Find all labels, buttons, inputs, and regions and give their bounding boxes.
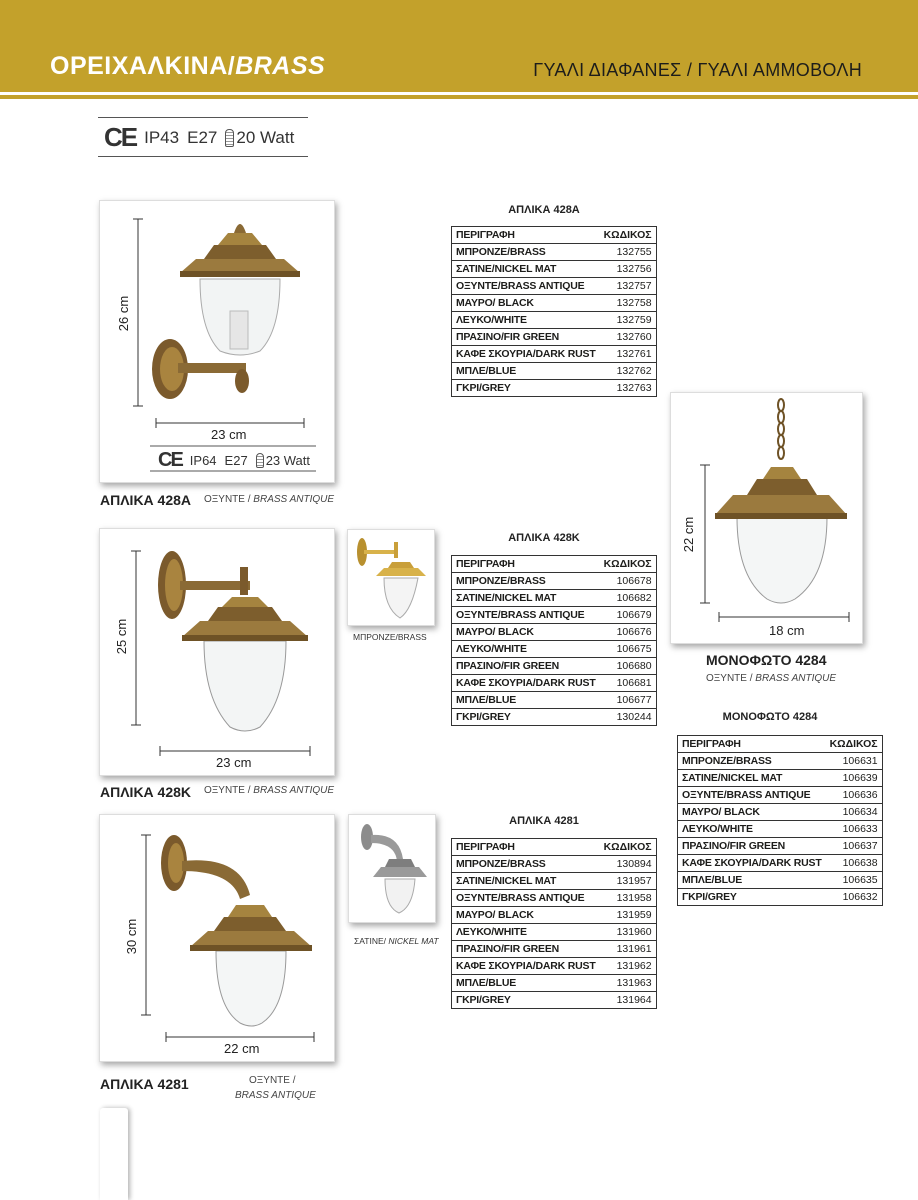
product-code: 106676 [600, 624, 657, 641]
page-title: ΟΡΕΙΧΑΛΚΙΝΑ/BRASS [50, 52, 326, 80]
table-row [452, 607, 657, 624]
table-row [452, 641, 657, 658]
product-code: 106633 [826, 821, 883, 838]
table-row [452, 380, 657, 397]
product-code: 131957 [600, 873, 657, 890]
table-row [452, 958, 657, 975]
table-title-4281: ΑΠΛΙΚΑ 4281 [509, 815, 579, 827]
table-row [452, 907, 657, 924]
product-code: 106681 [600, 675, 657, 692]
product-code: 130894 [600, 856, 657, 873]
table-row [678, 872, 883, 889]
finish-description: ΣΑΤΙΝΕ/NICKEL MAT [452, 873, 600, 890]
header-code: ΚΩΔΙΚΟΣ [600, 839, 657, 856]
ip-rating: IP43 [144, 127, 180, 147]
product-code: 131960 [600, 924, 657, 941]
certification-row-428a [158, 449, 310, 472]
product-photo-428a [99, 200, 335, 483]
product-code: 132756 [600, 261, 657, 278]
table-row [678, 753, 883, 770]
product-code: 106680 [600, 658, 657, 675]
width-dimension: 23 cm [211, 427, 247, 442]
finish-description: ΚΑΦΕ ΣΚΟΥΡΙΑ/DARK RUST [452, 958, 600, 975]
product-code: 131958 [600, 890, 657, 907]
product-photo-428k [99, 528, 335, 776]
product-photo-4281-nickel [348, 814, 436, 923]
cert-divider-top [98, 117, 308, 118]
product-code: 132755 [600, 244, 657, 261]
product-code: 132763 [600, 380, 657, 397]
table-row [452, 975, 657, 992]
finish-description: ΣΑΤΙΝΕ/NICKEL MAT [452, 261, 600, 278]
cert-divider-bottom [98, 156, 308, 157]
table-row [678, 821, 883, 838]
finish-description: ΚΑΦΕ ΣΚΟΥΡΙΑ/DARK RUST [452, 346, 600, 363]
code-table-428k [451, 555, 657, 726]
header-description: ΠΕΡΙΓΡΑΦΗ [452, 227, 600, 244]
finish-description: ΜΠΛΕ/BLUE [678, 872, 826, 889]
table-row [678, 787, 883, 804]
wattage: 20 Watt [236, 127, 295, 147]
height-dimension: 22 cm [681, 516, 697, 553]
alt-finish-caption-4281: ΣΑΤΙΝΕ/ NICKEL MAT [354, 936, 439, 946]
table-row [452, 244, 657, 261]
table-header-row [678, 736, 883, 753]
table-row [452, 363, 657, 380]
width-dimension: 22 cm [224, 1041, 260, 1056]
finish-description: ΠΡΑΣΙΝΟ/FIR GREEN [678, 838, 826, 855]
table-header-row [452, 227, 657, 244]
finish-description: ΓΚΡΙ/GREY [452, 380, 600, 397]
table-row [452, 573, 657, 590]
product-title-4281: ΑΠΛΙΚΑ 4281 [100, 1076, 189, 1092]
product-code: 131961 [600, 941, 657, 958]
ip-rating: IP64 [189, 453, 217, 468]
header-code: ΚΩΔΙΚΟΣ [600, 556, 657, 573]
product-code: 106682 [600, 590, 657, 607]
table-row [452, 658, 657, 675]
width-dimension: 18 cm [769, 623, 805, 638]
finish-description: ΛΕΥΚΟ/WHITE [678, 821, 826, 838]
product-code: 132762 [600, 363, 657, 380]
finish-description: ΠΡΑΣΙΝΟ/FIR GREEN [452, 658, 600, 675]
product-title-428k: ΑΠΛΙΚΑ 428Κ [100, 784, 192, 800]
height-dimension: 26 cm [116, 295, 132, 332]
finish-description: ΜΠΛΕ/BLUE [452, 363, 600, 380]
table-row [452, 709, 657, 726]
product-code: 106635 [826, 872, 883, 889]
table-row [452, 992, 657, 1009]
code-table-4284 [677, 735, 883, 906]
finish-description: ΛΕΥΚΟ/WHITE [452, 312, 600, 329]
table-row [452, 941, 657, 958]
finish-description: ΠΡΑΣΙΝΟ/FIR GREEN [452, 941, 600, 958]
table-row [452, 295, 657, 312]
product-code: 106677 [600, 692, 657, 709]
socket-type: E27 [187, 127, 218, 147]
table-row [452, 346, 657, 363]
product-code: 106632 [826, 889, 883, 906]
page-side-tab [100, 1108, 128, 1200]
product-finish-4284: ΟΞΥΝΤΕ / BRASS ANTIQUE [706, 673, 837, 684]
finish-description: ΜΠΡΟΝΖΕ/BRASS [452, 244, 600, 261]
lamp-428k-illustration [100, 529, 336, 777]
table-row [452, 590, 657, 607]
product-code: 131959 [600, 907, 657, 924]
finish-description: ΜΑΥΡΟ/ BLACK [678, 804, 826, 821]
table-header-row [452, 839, 657, 856]
wattage: 23 Watt [265, 453, 311, 468]
table-row [452, 278, 657, 295]
alt-finish-caption-428k: ΜΠΡΟΝΖΕ/BRASS [353, 632, 427, 642]
product-code: 131963 [600, 975, 657, 992]
product-title-428a: ΑΠΛΙΚΑ 428Α [100, 492, 192, 508]
lamp-4284-illustration [671, 393, 864, 645]
socket-type: E27 [224, 453, 248, 468]
product-code: 106631 [826, 753, 883, 770]
table-row [452, 312, 657, 329]
table-title-428k: ΑΠΛΙΚΑ 428Κ [508, 532, 580, 544]
finish-description: ΓΚΡΙ/GREY [452, 992, 600, 1009]
product-code: 132757 [600, 278, 657, 295]
header-description: ΠΕΡΙΓΡΑΦΗ [452, 839, 600, 856]
finish-description: ΣΑΤΙΝΕ/NICKEL MAT [678, 770, 826, 787]
header-code: ΚΩΔΙΚΟΣ [826, 736, 883, 753]
bulb-icon [225, 129, 234, 147]
header-description: ΠΕΡΙΓΡΑΦΗ [678, 736, 826, 753]
finish-description: ΜΠΛΕ/BLUE [452, 692, 600, 709]
product-photo-4284 [670, 392, 863, 644]
table-row [452, 675, 657, 692]
product-code: 131962 [600, 958, 657, 975]
table-row [452, 329, 657, 346]
table-row [678, 770, 883, 787]
finish-description: ΛΕΥΚΟ/WHITE [452, 641, 600, 658]
finish-description: ΜΠΡΟΝΖΕ/BRASS [452, 573, 600, 590]
product-code: 106636 [826, 787, 883, 804]
product-code: 106679 [600, 607, 657, 624]
lamp-428k-brass-illustration [348, 530, 436, 627]
product-finish-428a: ΟΞΥΝΤΕ / BRASS ANTIQUE [204, 494, 335, 505]
width-dimension: 23 cm [216, 755, 252, 770]
product-photo-428k-brass [347, 529, 435, 626]
table-header-row [452, 556, 657, 573]
certification-row [104, 122, 294, 153]
table-row [452, 261, 657, 278]
table-row [678, 889, 883, 906]
finish-description: ΜΠΛΕ/BLUE [452, 975, 600, 992]
finish-description: ΜΠΡΟΝΖΕ/BRASS [678, 753, 826, 770]
table-row [452, 873, 657, 890]
product-finish-428k: ΟΞΥΝΤΕ / BRASS ANTIQUE [204, 785, 335, 796]
table-row [678, 804, 883, 821]
height-dimension: 30 cm [124, 918, 140, 955]
finish-description: ΠΡΑΣΙΝΟ/FIR GREEN [452, 329, 600, 346]
product-code: 106639 [826, 770, 883, 787]
product-code: 131964 [600, 992, 657, 1009]
glass-type-heading: ΓΥΑΛΙ ΔΙΑΦΑΝΕΣ / ΓΥΑΛΙ ΑΜΜΟΒΟΛΗ [533, 60, 862, 80]
header-stripe [0, 95, 918, 99]
product-finish-4281: ΟΞΥΝΤΕ / BRASS ANTIQUE [235, 1075, 316, 1101]
product-code: 132760 [600, 329, 657, 346]
product-photo-4281 [99, 814, 335, 1062]
ce-mark-icon: CE [104, 122, 137, 152]
product-code: 132758 [600, 295, 657, 312]
code-table-428a [451, 226, 657, 397]
bulb-icon [256, 453, 264, 468]
table-title-4284: ΜΟΝΟΦΩΤΟ 4284 [722, 711, 818, 723]
finish-description: ΟΞΥΝΤΕ/BRASS ANTIQUE [452, 890, 600, 907]
finish-description: ΟΞΥΝΤΕ/BRASS ANTIQUE [678, 787, 826, 804]
finish-description: ΜΠΡΟΝΖΕ/BRASS [452, 856, 600, 873]
product-code: 130244 [600, 709, 657, 726]
product-code: 132761 [600, 346, 657, 363]
finish-description: ΓΚΡΙ/GREY [452, 709, 600, 726]
finish-description: ΛΕΥΚΟ/WHITE [452, 924, 600, 941]
finish-description: ΓΚΡΙ/GREY [678, 889, 826, 906]
product-code: 106678 [600, 573, 657, 590]
finish-description: ΜΑΥΡΟ/ BLACK [452, 624, 600, 641]
table-row [452, 924, 657, 941]
product-code: 132759 [600, 312, 657, 329]
table-row [678, 838, 883, 855]
product-code: 106634 [826, 804, 883, 821]
finish-description: ΚΑΦΕ ΣΚΟΥΡΙΑ/DARK RUST [678, 855, 826, 872]
finish-description: ΜΑΥΡΟ/ BLACK [452, 295, 600, 312]
header-description: ΠΕΡΙΓΡΑΦΗ [452, 556, 600, 573]
product-code: 106638 [826, 855, 883, 872]
product-title-4284: ΜΟΝΟΦΩΤΟ 4284 [706, 652, 827, 668]
ce-mark-icon: CE [158, 449, 182, 471]
product-code: 106637 [826, 838, 883, 855]
finish-description: ΟΞΥΝΤΕ/BRASS ANTIQUE [452, 607, 600, 624]
height-dimension: 25 cm [114, 618, 130, 655]
header-code: ΚΩΔΙΚΟΣ [600, 227, 657, 244]
table-row [452, 890, 657, 907]
finish-description: ΜΑΥΡΟ/ BLACK [452, 907, 600, 924]
finish-description: ΣΑΤΙΝΕ/NICKEL MAT [452, 590, 600, 607]
code-table-4281 [451, 838, 657, 1009]
table-row [452, 692, 657, 709]
table-row [452, 856, 657, 873]
finish-description: ΚΑΦΕ ΣΚΟΥΡΙΑ/DARK RUST [452, 675, 600, 692]
lamp-4281-nickel-illustration [349, 815, 437, 924]
table-title-428a: ΑΠΛΙΚΑ 428Α [508, 204, 580, 216]
finish-description: ΟΞΥΝΤΕ/BRASS ANTIQUE [452, 278, 600, 295]
product-code: 106675 [600, 641, 657, 658]
table-row [452, 624, 657, 641]
table-row [678, 855, 883, 872]
